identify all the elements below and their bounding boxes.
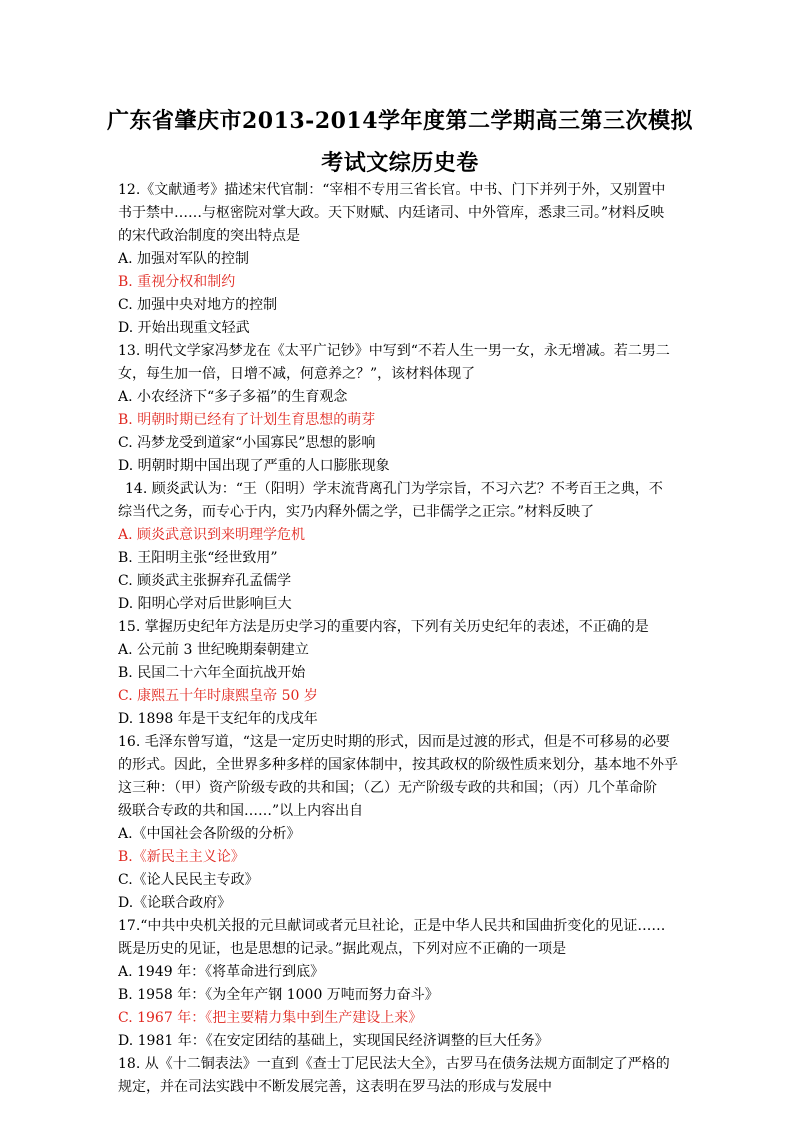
text-line: 级联合专政的共和国……”以上内容出自 xyxy=(118,803,364,819)
text-line: A.《中国社会各阶级的分析》 xyxy=(118,826,301,842)
answer-line: A. 顾炎武意识到来明理学危机 xyxy=(118,527,306,543)
text-line: C. 加强中央对地方的控制 xyxy=(118,297,278,313)
text-line: 书于禁中……与枢密院对掌大政。天下财赋、内廷诸司、中外管库，悉隶三司。”材料反映 xyxy=(118,205,665,221)
answer-line: C. 1967 年：《把主要精力集中到生产建设上来》 xyxy=(118,1010,423,1026)
answer-line: B.《新民主主义论》 xyxy=(118,849,245,865)
text-line: 12.《文献通考》描述宋代官制：“宰相不专用三省长官。中书、门下并列于外，又别置中 xyxy=(118,182,666,198)
text-line: 女，每生加一倍，日增不减，何意养之？”，该材料体现了 xyxy=(118,366,476,382)
text-line: 综当代之务，而专心于内，实乃内释外儒之学，已非儒学之正宗。”材料反映了 xyxy=(118,504,595,520)
text-line: 的形式。因此，全世界多种多样的国家体制中，按其政权的阶级性质来划分，基本地不外乎 xyxy=(118,757,678,773)
text-line: A. 公元前 3 世纪晚期秦朝建立 xyxy=(118,642,309,658)
text-line: D. 明朝时期中国出现了严重的人口膨胀现象 xyxy=(118,458,390,474)
text-line: 既是历史的见证，也是思想的记录。”据此观点，下列对应不正确的一项是 xyxy=(118,941,567,957)
text-line: A. 加强对军队的控制 xyxy=(118,251,250,267)
text-line: D.《论联合政府》 xyxy=(118,895,232,911)
text-line: D. 1981 年：《在安定团结的基础上，实现国民经济调整的巨大任务》 xyxy=(118,1033,549,1049)
text-line: 这三种：（甲）资产阶级专政的共和国；（乙）无产阶级专政的共和国；（丙）几个革命阶 xyxy=(118,780,657,796)
answer-line: B. 重视分权和制约 xyxy=(118,274,236,290)
text-line: D. 开始出现重文轻武 xyxy=(118,320,250,336)
text-line: 14. 顾炎武认为：“王（阳明）学末流背离孔门为学宗旨，不习六艺？不考百王之典，不 xyxy=(125,481,663,497)
text-line: D. 1898 年是干支纪年的戊戌年 xyxy=(118,711,318,727)
question-list xyxy=(118,179,680,1099)
text-line: A. 小农经济下“多子多福”的生育观念 xyxy=(118,389,348,405)
text-line: 规定，并在司法实践中不断发展完善，这表明在罗马法的形成与发展中 xyxy=(118,1079,552,1095)
document-subtitle: 考试文综历史卷 xyxy=(321,150,479,176)
answer-line: B. 明朝时期已经有了计划生育思想的萌芽 xyxy=(118,412,376,428)
text-line: A. 1949 年：《将革命进行到底》 xyxy=(118,964,325,980)
text-line: 17.“中共中央机关报的元旦献词或者元旦社论，正是中华人民共和国曲折变化的见证…… xyxy=(118,918,666,934)
text-line: 15. 掌握历史纪年方法是历史学习的重要内容，下列有关历史纪年的表述，不正确的是 xyxy=(118,619,649,635)
document-title: 广东省肇庆市2013-2014学年度第二学期高三第三次模拟 xyxy=(106,108,694,134)
text-line: C. 冯梦龙受到道家“小国寡民”思想的影响 xyxy=(118,435,376,451)
text-line: B. 民国二十六年全面抗战开始 xyxy=(118,665,306,681)
text-line: D. 阳明心学对后世影响巨大 xyxy=(118,596,292,612)
text-line: 的宋代政治制度的突出特点是 xyxy=(118,228,300,244)
text-line: 16. 毛泽东曾写道，“这是一定历史时期的形式，因而是过渡的形式，但是不可移易的必要 xyxy=(118,734,670,750)
text-line: C.《论人民民主专政》 xyxy=(118,872,259,888)
answer-line: C. 康熙五十年时康熙皇帝 50 岁 xyxy=(118,688,318,704)
text-line: C. 顾炎武主张摒弃孔孟儒学 xyxy=(118,573,292,589)
text-line: 18. 从《十二铜表法》一直到《查士丁尼民法大全》，古罗马在债务法规方面制定了严格的 xyxy=(118,1056,670,1072)
text-line: B. 1958 年：《为全年产钢 1000 万吨而努力奋斗》 xyxy=(118,987,439,1003)
text-line: B. 王阳明主张“经世致用” xyxy=(118,550,278,566)
text-line: 13. 明代文学家冯梦龙在《太平广记钞》中写到“不若人生一男一女，永无增减。若二男二 xyxy=(118,343,670,359)
